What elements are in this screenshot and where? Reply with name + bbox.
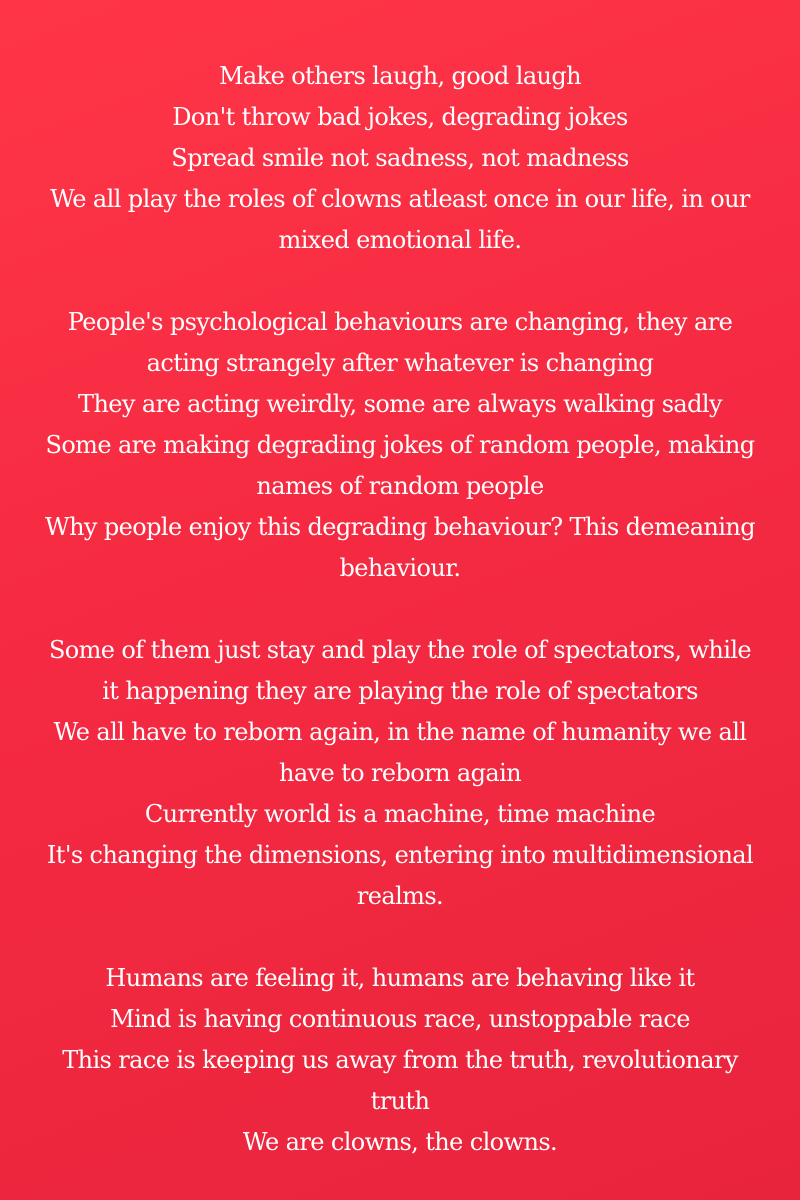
stanza-2 xyxy=(40,302,760,589)
stanza-4 xyxy=(40,958,760,1163)
poem-line: Some of them just stay and play the role of spectators, while it happening they are playing the role of spectators xyxy=(48,636,752,705)
poem-line: We all play the roles of clowns atleast once in our life, in our mixed emotional life. xyxy=(50,185,750,254)
poem-line: Why people enjoy this degrading behaviour? This demeaning behaviour. xyxy=(45,513,755,582)
poem-line: Make others laugh, good laugh xyxy=(218,62,582,90)
poem-line: Don't throw bad jokes, degrading jokes xyxy=(172,103,628,131)
stanza-3 xyxy=(40,630,760,917)
poem-line: This race is keeping us away from the truth, revolutionary truth xyxy=(62,1046,738,1115)
poem-line: Currently world is a machine, time machine xyxy=(144,800,656,828)
poem-line: We all have to reborn again, in the name of humanity we all have to reborn again xyxy=(53,718,747,787)
stanza-1 xyxy=(40,56,760,261)
poem xyxy=(40,56,760,1163)
poem-line: It's changing the dimensions, entering into multidimensional realms. xyxy=(46,841,754,910)
poem-line: We are clowns, the clowns. xyxy=(242,1128,558,1156)
poem-line: Humans are feeling it, humans are behaving like it xyxy=(105,964,695,992)
poem-line: Spread smile not sadness, not madness xyxy=(171,144,629,172)
poem-line: People's psychological behaviours are changing, they are acting strangely after whatever is changing xyxy=(67,308,733,377)
poem-line: Mind is having continuous race, unstoppable race xyxy=(110,1005,690,1033)
poem-line: Some are making degrading jokes of random people, making names of random people xyxy=(45,431,755,500)
poem-line: They are acting weirdly, some are always walking sadly xyxy=(78,390,722,418)
